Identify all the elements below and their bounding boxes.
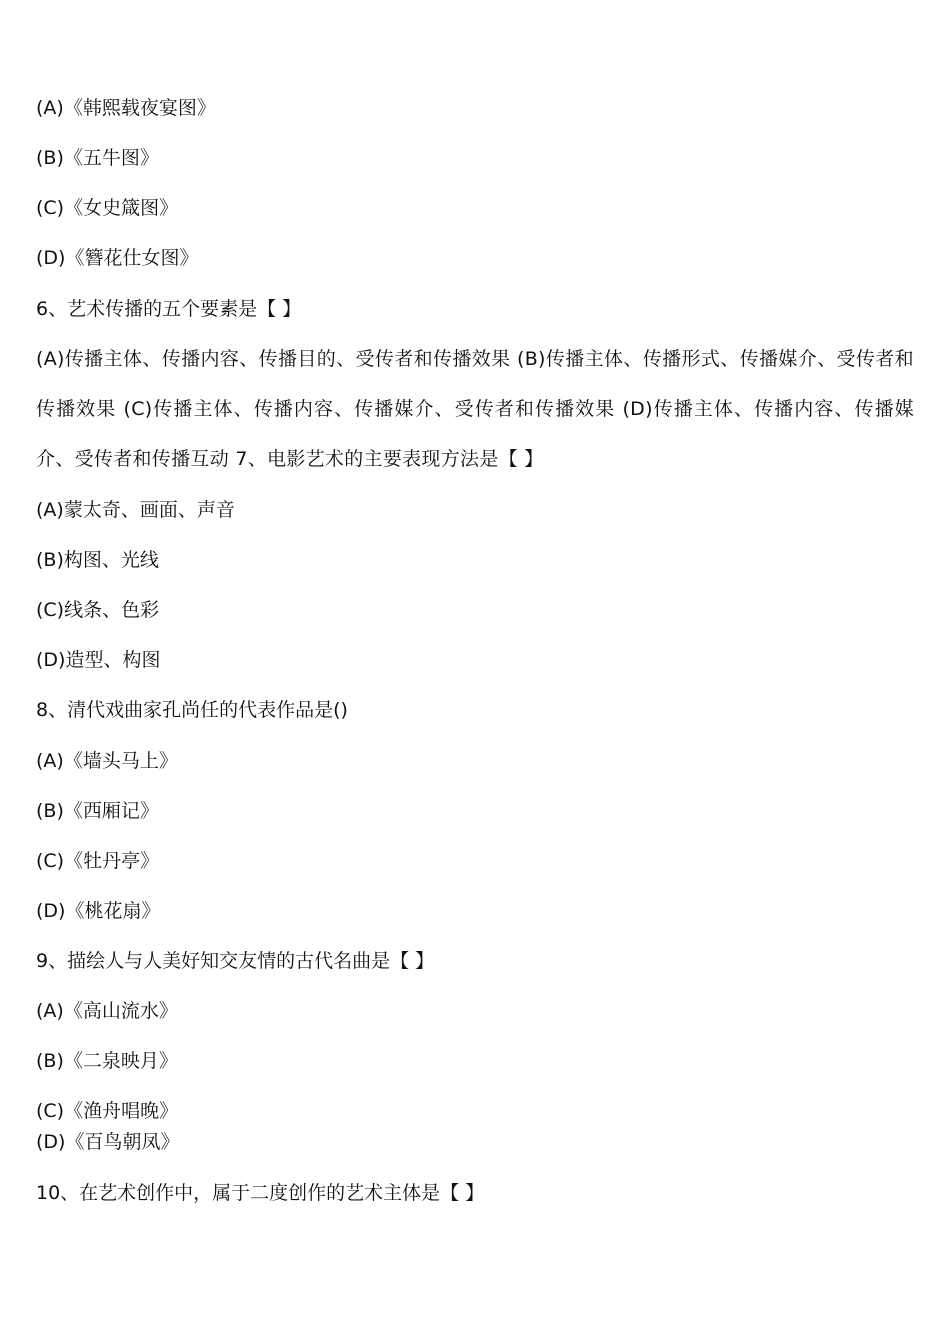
- q9-option-b: (B)《二泉映月》: [36, 1050, 178, 1072]
- q9-option-d: (D)《百鸟朝凤》: [36, 1131, 180, 1153]
- q6-options-paragraph: (A)传播主体、传播内容、传播目的、受传者和传播效果 (B)传播主体、传播形式、传播媒介、受传者和传播效果 (C)传播主体、传播内容、传播媒介、受传者和传播效果 (D)传播主体、传播内容、传播媒介、受传者和传播互动 7、电影艺术的主要表现方法是【 】: [36, 348, 914, 470]
- q7-option-d: (D)造型、构图: [36, 649, 161, 671]
- q9-option-a: (A)《高山流水》: [36, 1000, 178, 1022]
- q5-option-a: (A)《韩熙载夜宴图》: [36, 97, 216, 119]
- q10-question: 10、在艺术创作中，属于二度创作的艺术主体是【 】: [36, 1182, 485, 1204]
- q6-question: 6、艺术传播的五个要素是【 】: [36, 298, 302, 320]
- q9-question: 9、描绘人与人美好知交友情的古代名曲是【 】: [36, 950, 435, 972]
- q8-option-c: (C)《牡丹亭》: [36, 850, 160, 872]
- q8-option-b: (B)《西厢记》: [36, 800, 159, 822]
- q7-option-b: (B)构图、光线: [36, 549, 159, 571]
- q9-option-c: (C)《渔舟唱晚》: [36, 1100, 179, 1122]
- q8-option-a: (A)《墙头马上》: [36, 750, 178, 772]
- q5-option-d: (D)《簪花仕女图》: [36, 247, 199, 269]
- q5-option-b: (B)《五牛图》: [36, 147, 159, 169]
- q8-option-d: (D)《桃花扇》: [36, 900, 161, 922]
- q5-option-c: (C)《女史箴图》: [36, 197, 179, 219]
- q7-option-a: (A)蒙太奇、画面、声音: [36, 499, 235, 521]
- q7-option-c: (C)线条、色彩: [36, 599, 160, 621]
- q8-question: 8、清代戏曲家孔尚任的代表作品是(): [36, 699, 348, 721]
